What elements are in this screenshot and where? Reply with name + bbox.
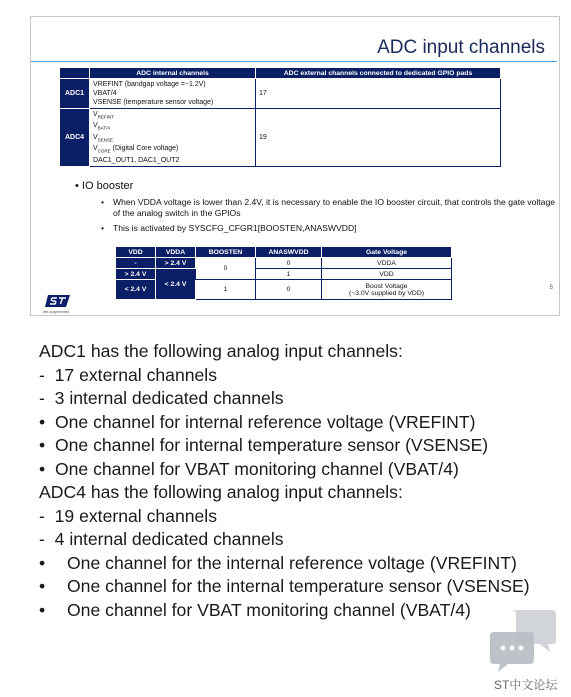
list-text: One channel for internal temperature sensor (VSENSE)	[54, 435, 489, 455]
list-marker: -	[39, 364, 45, 385]
col-vdda: VDDA	[156, 247, 196, 258]
table-row	[60, 79, 501, 109]
list-marker: •	[39, 552, 46, 573]
cell-line: Boost Voltage	[365, 282, 408, 290]
logo-caption: life.augmented	[43, 309, 70, 314]
item-rest: (Digital Core voltage)	[110, 145, 179, 153]
col-gate-voltage: Gate Voltage	[322, 247, 452, 258]
list-text: 3 internal dedicated channels	[54, 388, 284, 408]
list-item	[39, 411, 559, 435]
cell: 0	[256, 258, 322, 269]
list-marker: •	[39, 435, 46, 455]
list-item	[39, 387, 559, 411]
item-main: V	[93, 145, 98, 153]
list-marker: •	[39, 599, 46, 620]
list-item	[39, 599, 559, 623]
table-header-internal: ADC internal channels	[90, 68, 256, 79]
adc1-heading: ADC1 has the following analog input channels:	[39, 341, 403, 361]
cell: 1	[196, 280, 256, 300]
item-sub: BAT/4	[97, 125, 110, 131]
table-row	[60, 109, 501, 167]
col-vdd: VDD	[116, 247, 156, 258]
adc4-heading: ADC4 has the following analog input channels:	[39, 482, 403, 502]
list-marker: -	[39, 529, 45, 549]
chat-bubbles-icon	[490, 606, 558, 686]
item-sub: CORE	[97, 148, 111, 154]
list-text: 19 external channels	[54, 505, 218, 526]
title-divider	[31, 61, 557, 62]
list-item: VBAT/4	[93, 90, 117, 97]
list-item	[39, 505, 559, 529]
adc4-internal-channels	[90, 109, 256, 167]
list-item: VSENSE (temperature sensor voltage)	[93, 99, 214, 106]
io-booster-title: IO booster	[81, 180, 134, 192]
cell: 1	[256, 269, 322, 280]
list-item: DAC1_OUT1, DAC1_OUT2	[93, 156, 180, 164]
list-marker: •	[39, 411, 46, 432]
cell: VDD	[322, 269, 452, 280]
list-item: VREFINT (bandgap voltage =~1.2V)	[93, 81, 206, 88]
list-item: • When VDDA voltage is lower than 2.4V, it is necessary to enable the IO booster circuit, that controls the gate voltage of the analog switch in the GPIOs	[101, 197, 561, 219]
cell: < 2.4 V	[116, 280, 156, 300]
list-text: One channel for VBAT monitoring channel (VBAT/4)	[67, 599, 471, 620]
page-number: 5	[549, 285, 553, 291]
slide	[30, 16, 560, 316]
adc4-external-count: 19	[256, 109, 501, 167]
cell: 0	[196, 258, 256, 280]
table-row	[116, 258, 452, 269]
cell: -	[116, 258, 156, 269]
item-sub: SENSE	[97, 137, 113, 143]
slide-title: ADC input channels	[377, 37, 545, 58]
list-text: One channel for the internal reference voltage (VREFINT)	[67, 552, 517, 573]
list-item: • This is activated by SYSCFG_CFGR1[BOOSTEN,ANASWVDD]	[101, 223, 561, 234]
adc1-internal-channels	[90, 79, 256, 109]
item-main: V	[93, 133, 98, 141]
list-item	[39, 575, 559, 599]
list-text: One channel for VBAT monitoring channel (VBAT/4)	[54, 458, 459, 479]
list-text: One channel for internal reference voltage (VREFINT)	[54, 411, 476, 432]
adc1-external-count: 17	[256, 79, 501, 109]
io-booster-heading: • IO booster	[75, 180, 134, 192]
list-item	[39, 434, 559, 458]
list-text: 17 external channels	[54, 364, 218, 385]
adc-channels-table	[59, 67, 501, 167]
cell: 0	[256, 280, 322, 300]
col-boosten: BOOSTEN	[196, 247, 256, 258]
watermark-label: ST中文论坛	[494, 678, 558, 692]
list-marker: -	[39, 388, 45, 408]
list-item	[93, 133, 252, 144]
item-main: V	[93, 111, 98, 118]
list-item	[39, 528, 559, 552]
list-item	[39, 552, 559, 576]
list-marker: •	[39, 576, 46, 596]
cell: < 2.4 V	[156, 269, 196, 300]
item-main: V	[93, 122, 98, 130]
list-marker: -	[39, 505, 45, 526]
table-header-row	[116, 247, 452, 258]
cell: > 2.4 V	[156, 258, 196, 269]
list-text: One channel for the internal temperature sensor (VSENSE)	[67, 576, 530, 596]
notes-text	[39, 340, 559, 622]
table-row	[116, 269, 452, 280]
cell	[322, 280, 452, 300]
list-item	[93, 110, 252, 121]
cell-line: (~3.0V supplied by VDD)	[349, 289, 424, 297]
io-booster-table	[115, 246, 452, 300]
st-logo-icon	[45, 293, 71, 309]
table-header-row	[60, 68, 501, 79]
table-header-corner	[60, 68, 90, 79]
list-item	[93, 121, 252, 132]
item-sub: REFINT	[97, 114, 114, 120]
table-header-external: ADC external channels connected to dedicated GPIO pads	[256, 68, 501, 79]
list-marker: •	[39, 458, 46, 479]
list-item	[93, 144, 252, 155]
list-item	[39, 458, 559, 482]
list-item	[39, 364, 559, 388]
cell: VDDA	[322, 258, 452, 269]
io-booster-bullets	[101, 197, 561, 238]
col-anaswvdd: ANASWVDD	[256, 247, 322, 258]
list-text: 4 internal dedicated channels	[54, 529, 284, 549]
row-label-adc4: ADC4	[60, 109, 90, 167]
cell: > 2.4 V	[116, 269, 156, 280]
row-label-adc1: ADC1	[60, 79, 90, 109]
